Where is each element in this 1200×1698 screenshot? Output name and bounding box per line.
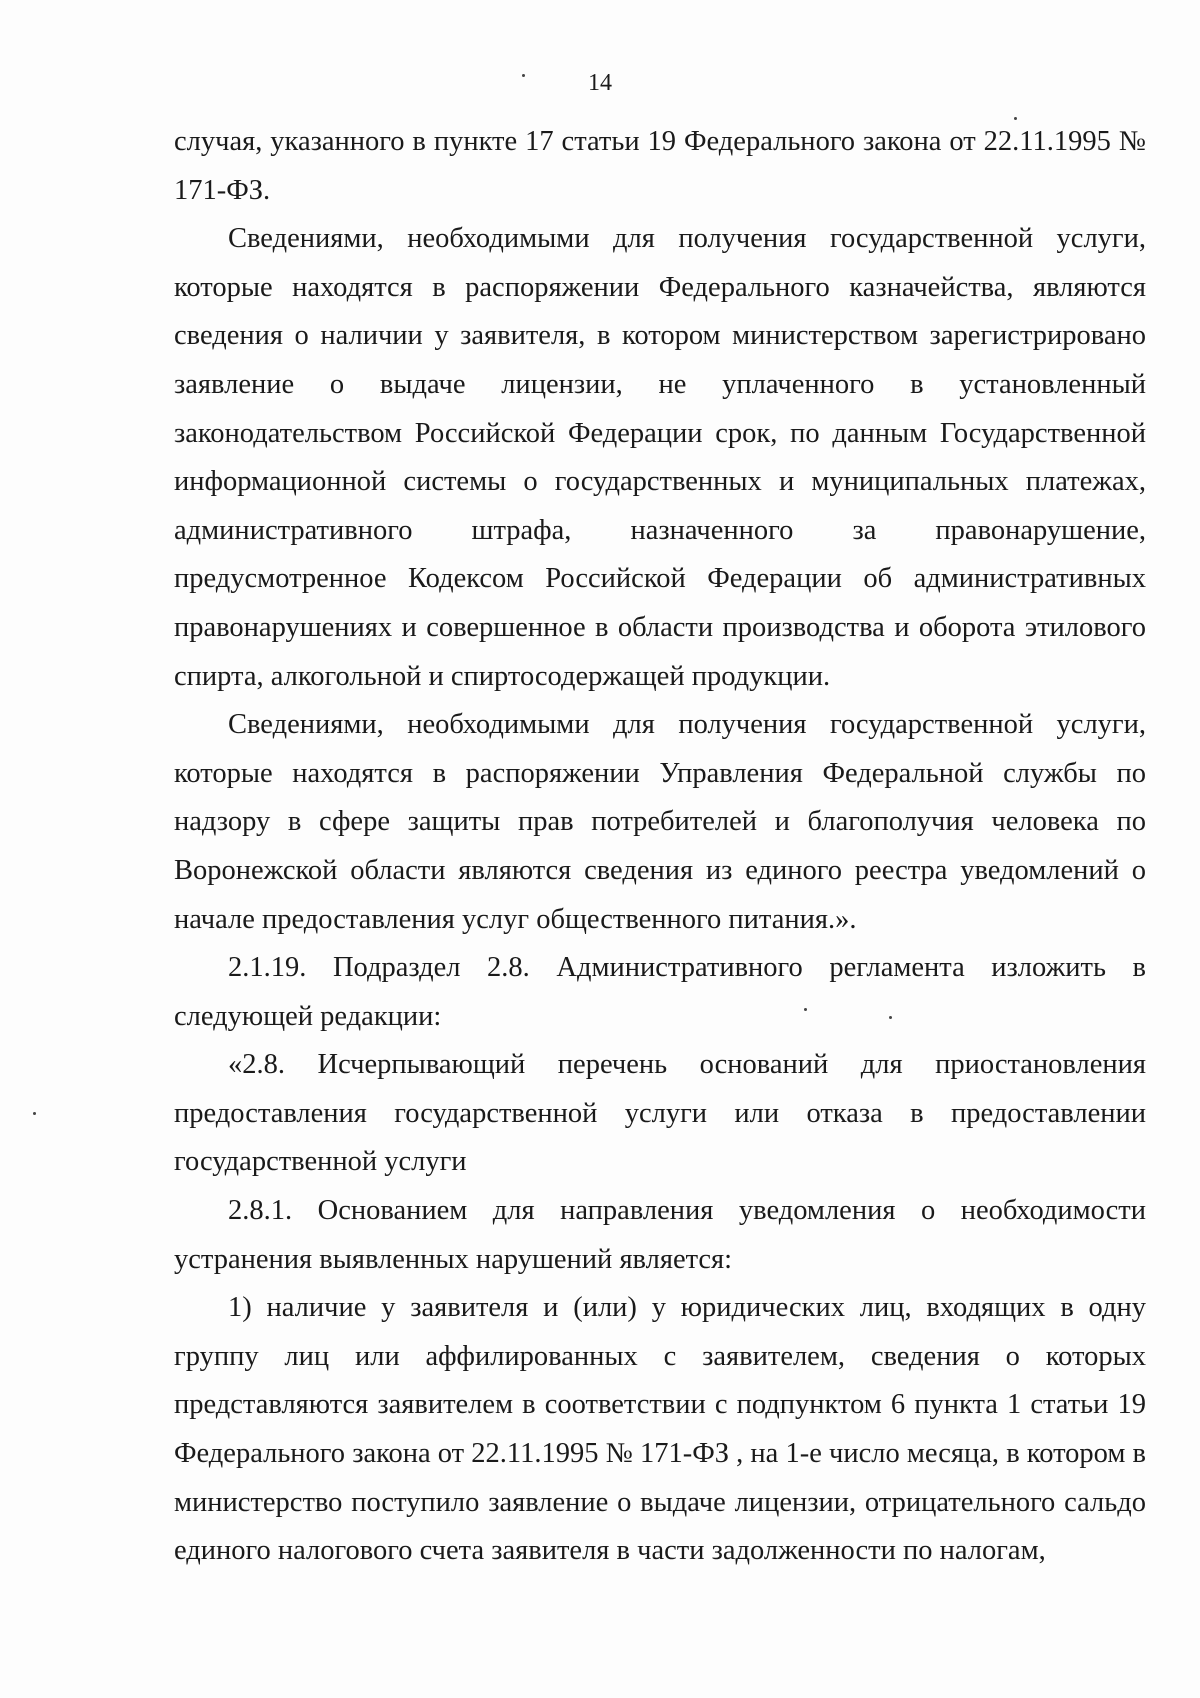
scan-speck [889, 1016, 892, 1019]
scan-speck [33, 1112, 36, 1115]
paragraph-continuation: случая, указанного в пункте 17 статьи 19 Федерального закона от 22.11.1995 № 171-ФЗ. [174, 126, 1146, 206]
paragraph-amendment-2-1-19: 2.1.19. Подраздел 2.8. Административного регламента изложить в следующей редакции: [174, 952, 1146, 1032]
paragraph-treasury-info: Сведениями, необходимыми для получения государственной услуги, которые находятся в распоряжении Федерального казначейства, являются сведения о наличии у заявителя, в котором министерством зарегистрировано заявление о выдаче лицензии, не уплаченного в установленный законодательством Российской Федерации срок, по данным Государственной информационной системы о государственных и муниципальных платежах, административного штрафа, назначенного за правонарушение, предусмотренное Кодексом Российской Федерации об административных правонарушениях и совершенное в области производства и оборота этилового спирта, алкогольной и спиртосодержащей продукции. [174, 223, 1146, 692]
paragraph-2-8-1: 2.8.1. Основанием для направления уведомления о необходимости устранения выявленных нарушений является: [174, 1195, 1146, 1275]
scan-speck [804, 1008, 807, 1011]
page-number: 14 [588, 70, 612, 96]
paragraph-rospotrebnadzor-info: Сведениями, необходимыми для получения государственной услуги, которые находятся в распоряжении Управления Федеральной службы по надзору в сфере защиты прав потребителей и благополучия человека по Воронежской области являются сведения из единого реестра уведомлений о начале предоставления услуг общественного питания.». [174, 709, 1146, 935]
paragraph-section-heading-2-8: «2.8. Исчерпывающий перечень оснований для приостановления предоставления государственной услуги или отказа в предоставлении государственной услуги [174, 1049, 1146, 1178]
scan-speck [1014, 117, 1017, 120]
scan-speck [522, 74, 525, 77]
document-body [174, 118, 1146, 1576]
paragraph-item-1: 1) наличие у заявителя и (или) у юридических лиц, входящих в одну группу лиц или аффилированных с заявителем, сведения о которых представляются заявителем в соответствии с подпунктом 6 пункта 1 статьи 19 Федерального закона от 22.11.1995 № 171-ФЗ , на 1-е число месяца, в котором в министерство поступило заявление о выдаче лицензии, отрицательного сальдо единого налогового счета заявителя в части задолженности по налогам, [174, 1292, 1146, 1567]
